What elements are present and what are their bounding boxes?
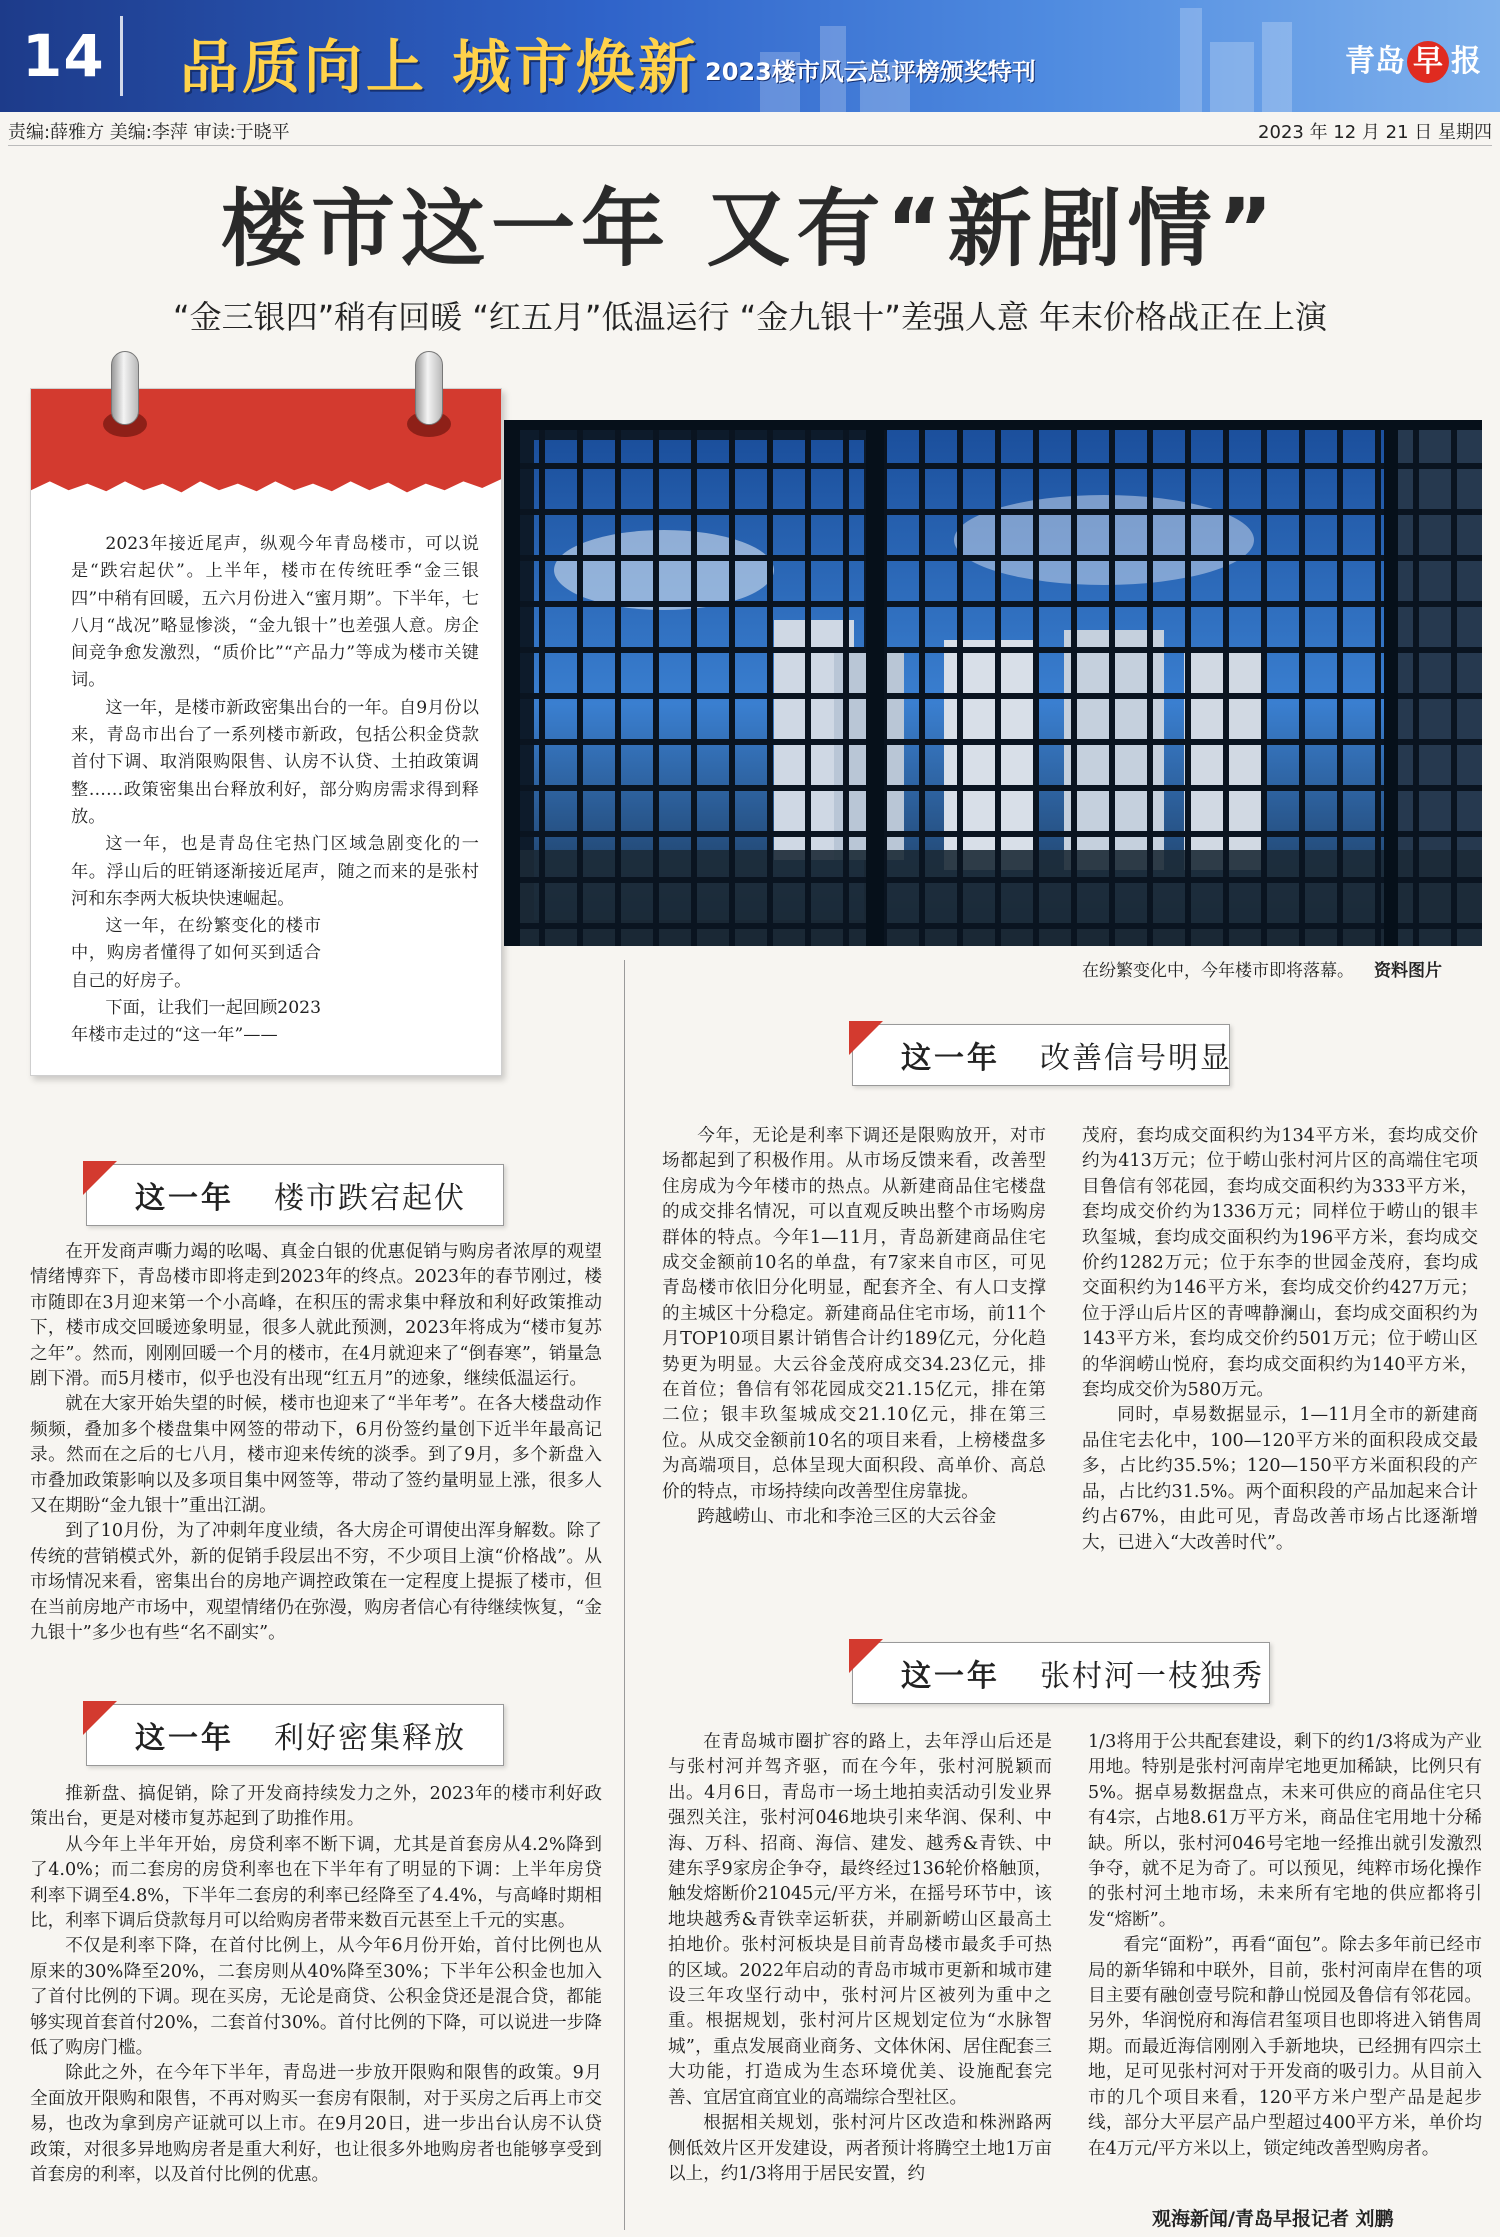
photo-caption [1082,956,1442,981]
body-paragraph: 看完“面粉”，再看“面包”。除去多年前已经市局的新华锦和中联外，目前，张村河南岸在售的项目主要有融创壹号院和静山悦园及鲁信有邻花园。另外，华润悦府和海信君玺项目也即将进入销售周期。而最近海信刚刚入手新地块，已经拥有四宗土地，足可见张村河对于开发商的吸引力。从目前入市的几个项目来看，120平方米户型产品是起步线，部分大平层产品户型超过400平方米，单价均在4万元/平方米以上，锁定纯改善型购房者。 [1088,1935,1482,2159]
section-title: 楼市跌宕起伏 [274,1181,466,1216]
section-heading-zhangcunhe [852,1642,1270,1704]
section-heading-market [86,1164,504,1226]
edit-line [8,116,1492,146]
calendar-ring-icon [415,351,443,425]
intro-text [71,531,479,1050]
skyline-building [1262,22,1292,112]
section1-body [30,1240,602,1647]
body-paragraph: 推新盘、搞促销，除了开发商持续发力之外，2023年的楼市利好政策出台，更是对楼市复苏起到了助推作用。 [30,1784,602,1830]
intro-paragraph: 这一年，是楼市新政密集出台的一年。自9月份以来，青岛市出台了一系列楼市新政，包括公积金贷款首付下调、取消限购限售、认房不认贷、土拍政策调整……政策密集出台释放利好，部分购房需求得到释放。 [71,697,479,827]
section3-body-right [1082,1124,1478,1556]
editor-credits: 责编:薛雅方 美编:李萍 审读:于晓平 [8,121,290,143]
feature-photo [504,420,1482,946]
page-number: 14 [22,22,105,90]
window-reflection-image [504,420,1482,946]
calendar-ring-icon [111,351,139,425]
section-kicker: 这一年 [135,1181,234,1216]
article-byline: 观海新闻/青岛早报记者 刘鹏 [1152,2208,1394,2230]
page-number-divider [120,16,123,96]
body-paragraph: 1/3将用于公共配套建设，剩下的约1/3将成为产业用地。特别是张村河南岸宅地更加稀缺，比例只有5%。据卓易数据盘点，未来可供应的商品住宅只有4宗，占地8.61万平方米，商品住宅用地十分稀缺。所以，张村河046号宅地一经推出就引发激烈争夺，就不足为奇了。可以预见，纯粹市场化操作的张村河土地市场，未来所有宅地的供应都将引发“熔断”。 [1088,1732,1482,1930]
logo-text-bao: 报 [1451,44,1481,79]
section3-body-left [662,1124,1046,1531]
intro-paragraph: 这一年，在纷繁变化的楼市中，购房者懂得了如何买到适合自己的好房子。 [71,916,321,991]
intro-paragraph: 2023年接近尾声，纵观今年青岛楼市，可以说是“跌宕起伏”。上半年，楼市在传统旺季“金三银四”中稍有回暖，五六月份进入“蜜月期”。下半年，七八月“战况”略显惨淡，“金九银十”也差强人意。房企间竞争愈发激烈，“质价比”“产品力”等成为楼市关键词。 [71,534,479,691]
column-divider [624,960,625,2230]
page-subheadline: “金三银四”稍有回暖 “红五月”低温运行 “金九银十”差强人意 年末价格战正在上演 [173,298,1327,336]
body-paragraph: 今年，无论是利率下调还是限购放开，对市场都起到了积极作用。从市场反馈来看，改善型住房成为今年楼市的热点。从新建商品住宅楼盘的成交排名情况，可以直观反映出整个市场购房群体的特点。今年1—11月，青岛新建商品住宅成交金额前10名的单盘，有7家来自市区，可见青岛楼市依旧分化明显，配套齐全、有人口支撑的主城区十分稳定。新建商品住宅市场，前11个月TOP10项目累计销售合计约189亿元，分化趋势更为明显。大云谷金茂府成交34.23亿元，排在首位；鲁信有邻花园成交21.15亿元，排在第二位；银丰玖玺城成交21.10亿元，排在第三位。从成交金额前10名的项目来看，上榜楼盘多为高端项目，总体呈现大面积段、高单价、高总价的特点，市场持续向改善型住房靠拢。 [662,1126,1046,1502]
special-issue-label: 2023楼市风云总评榜颁奖特刊 [705,58,1036,86]
skyline-building [1180,8,1202,112]
masthead [0,0,1500,112]
section4-body-right [1088,1730,1482,2162]
page-headline: 楼市这一年 又有“新剧情” [221,180,1279,278]
body-paragraph: 到了10月份，为了冲刺年度业绩，各大房企可谓使出浑身解数。除了传统的营销模式外，新的促销手段层出不穷，不少项目上演“价格战”。从市场情况来看，密集出台的房地产调控政策在一定程度上提振了楼市，但在当前房地产市场中，观望情绪仍在弥漫，购房者信心有待继续恢复，“金九银十”多少也有些“名不副实”。 [30,1521,602,1644]
section-kicker: 这一年 [901,1041,1000,1076]
section-heading-upgrade [852,1024,1230,1086]
body-paragraph: 跨越崂山、市北和李沧三区的大云谷金 [697,1507,997,1528]
newspaper-logo [1345,36,1481,83]
section-title: 改善信号明显 [1040,1041,1232,1076]
intro-paragraph: 这一年，也是青岛住宅热门区域急剧变化的一年。浮山后的旺销逐渐接近尾声，随之而来的是张村河和东李两大板块快速崛起。 [71,834,479,909]
photo-caption-text: 在纷繁变化中，今年楼市即将落幕。 [1082,961,1354,981]
section4-body-left [668,1730,1052,2187]
masthead-slogan: 品质向上 城市焕新 [180,33,701,101]
body-paragraph: 在青岛城市圈扩容的路上，去年浮山后还是与张村河并驾齐驱，而在今年，张村河脱颖而出。4月6日，青岛市一场土地拍卖活动引发业界强烈关注，张村河046地块引来华润、保利、中海、万科、招商、海信、建发、越秀&青铁、中建东孚9家房企争夺，最终经过136轮价格触顶，触发熔断价21045元/平方米，在摇号环节中，该地块越秀&青铁幸运斩获，并刷新崂山区最高土拍地价。张村河板块是目前青岛楼市最炙手可热的区域。2022年启动的青岛市城市更新和城市建设三年攻坚行动中，张村河片区被列为重中之重。根据规划，张村河片区规划定位为“水脉智城”，重点发展商业商务、文体休闲、居住配套三大功能，打造成为生态环境优美、设施配套完善、宜居宜商宜业的高端综合型社区。 [668,1732,1052,2108]
section-kicker: 这一年 [135,1721,234,1756]
logo-text-qingdao: 青岛 [1345,44,1405,79]
body-paragraph: 同时，卓易数据显示，1—11月全市的新建商品住宅去化中，100—120平方米的面积段成交最多，占比约35.5%；120—150平方米面积段的产品，占比约31.5%。两个面积段的产品加起来合计约占67%，由此可见，青岛改善市场占比逐渐增大，已进入“大改善时代”。 [1082,1405,1478,1553]
intro-paragraph: 下面，让我们一起回顾2023年楼市走过的“这一年”—— [71,998,322,1046]
skyline-building [1210,42,1254,112]
issue-date: 2023 年 12 月 21 日 星期四 [1258,121,1492,143]
photo-credit: 资料图片 [1374,961,1442,981]
section-title: 张村河一枝独秀 [1040,1659,1264,1694]
body-paragraph: 在开发商声嘶力竭的吆喝、真金白银的优惠促销与购房者浓厚的观望情绪博弈下，青岛楼市即将走到2023年的终点。2023年的春节刚过，楼市随即在3月迎来第一个小高峰，在积压的需求集中释放和利好政策推动下，楼市成交回暖迹象明显，很多人就此预测，2023年将成为“楼市复苏之年”。然而，刚刚回暖一个月的楼市，在4月就迎来了“倒春寒”，销量急剧下滑。而5月楼市，似乎也没有出现“红五月”的迹象，继续低温运行。 [30,1242,602,1390]
section-kicker: 这一年 [901,1659,1000,1694]
body-paragraph: 根据相关规划，张村河片区改造和株洲路两侧低效片区开发建设，两者预计将腾空土地1万亩以上，约1/3将用于居民安置，约 [668,2113,1052,2184]
section-title: 利好密集释放 [274,1721,466,1756]
body-paragraph: 茂府，套均成交面积约为134平方米，套均成交价约为413万元；位于崂山张村河片区的高端住宅项目鲁信有邻花园，套均成交面积约为333平方米，套均成交价约为1336万元；同样位于崂山的银丰玖玺城，套均成交面积约为196平方米，套均成交价约1282万元；位于东李的世园金茂府，套均成交面积约为146平方米，套均成交价约427万元；位于浮山后片区的青啤静澜山，套均成交面积约为143平方米，套均成交价约501万元；位于崂山区的华润崂山悦府，套均成交面积约为140平方米，套均成交价为580万元。 [1082,1126,1478,1401]
body-paragraph: 就在大家开始失望的时候，楼市也迎来了“半年考”。在各大楼盘动作频频，叠加多个楼盘集中网签的带动下，6月份签约量创下近半年最高记录。然而在之后的七八月，楼市迎来传统的淡季。到了9月，多个新盘入市叠加政策影响以及多项目集中网签等，带动了签约量明显上涨，很多人又在期盼“金九银十”重出江湖。 [30,1394,602,1517]
section2-body [30,1782,602,2189]
body-paragraph: 不仅是利率下降，在首付比例上，从今年6月份开始，首付比例也从原来的30%降至20%，二套房则从40%降至30%；下半年公积金也加入了首付比例的下调。现在买房，无论是商贷、公积金贷还是混合贷，都能够实现首套首付20%，二套首付30%。首付比例的下降，可以说进一步降低了购房门槛。 [30,1936,602,2059]
body-paragraph: 从今年上半年开始，房贷利率不断下调，尤其是首套房从4.2%降到了4.0%；而二套房的房贷利率也在下半年有了明显的下调：上半年房贷利率下调至4.8%，下半年二套房的利率已经降至了4.4%，与高峰时期相比，利率下调后贷款每月可以给购房者带来数百元甚至上千元的实惠。 [30,1834,602,1932]
intro-calendar-box [30,388,502,1076]
logo-badge: 早 [1407,41,1449,83]
body-paragraph: 除此之外，在今年下半年，青岛进一步放开限购和限售的政策。9月全面放开限购和限售，不再对购买一套房有限制，对于买房之后再上市交易，也改为拿到房产证就可以上市。在9月20日，进一步出台认房不认贷政策，对很多异地购房者是重大利好，也让很多外地购房者也能够享受到首套房的利率，以及首付比例的优惠。 [30,2063,602,2186]
section-heading-policy [86,1704,504,1766]
